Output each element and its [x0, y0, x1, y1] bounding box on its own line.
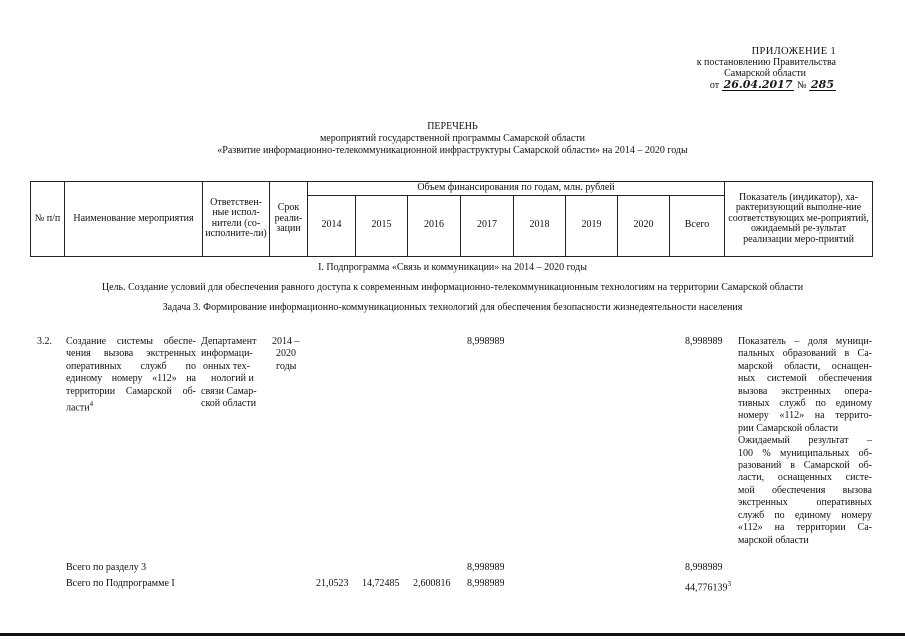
indicator-line: марской области, оснащен- [738, 360, 872, 372]
row-name-line [66, 398, 196, 415]
col-indicator-header: Показатель (индикатор), ха-рактеризующий выполне-ние соответствующих ме-роприятий, ожидаемый ре-зультат реализации меро-приятий [725, 182, 873, 257]
row-name [66, 336, 196, 415]
footnote-mark: 4 [89, 400, 94, 409]
handwritten-number: 285 [811, 78, 834, 91]
task-heading: Задача 3. Формирование информационно-коммуникационных технологий для обеспечения безопасности жизнедеятельности населения [162, 302, 743, 313]
indicator-line: марской области [738, 534, 809, 546]
indicator-line: вызова экстренных опера- [738, 385, 872, 397]
indicator-line: пальных образований в Са- [738, 348, 872, 360]
appendix-line-1: к постановлению Правительства [696, 57, 836, 68]
term-line: 2020 [276, 348, 296, 360]
appendix-title: ПРИЛОЖЕНИЕ 1 [751, 46, 836, 57]
indicator-line: мой обеспечения вызова [738, 484, 872, 496]
indicator-line: служб по единому номеру [738, 509, 872, 521]
goal-heading: Цель. Создание условий для обеспечения равного доступа к современным информационно-телекоммуникационным технологиям на территории Самарской области [101, 282, 804, 293]
year-2020-header: 2020 [618, 195, 670, 256]
bottom-edge [0, 633, 905, 636]
row-name-last: ласти [66, 402, 90, 414]
year-2015-header: 2015 [356, 195, 408, 256]
subprogram-total-2017: 8,998989 [467, 578, 505, 589]
subprogram-total-2015: 14,72485 [362, 578, 400, 589]
subprogram-total-2016: 2,600816 [413, 578, 451, 589]
col-num-header: № п/п [31, 182, 65, 257]
number-label: № [796, 80, 807, 91]
row-name-line: единому номеру «112» на [66, 373, 196, 385]
from-label: от [709, 80, 720, 91]
doc-subtitle-1: мероприятий государственной программы Самарской области [319, 133, 586, 144]
indicator-line: Ожидаемый результат – [738, 435, 872, 447]
footnote-mark: 3 [727, 580, 731, 588]
col-name-header: Наименование мероприятия [65, 182, 203, 257]
term-line: 2014 – [272, 336, 300, 347]
handwritten-date: 26.04.2017 [723, 78, 793, 91]
indicator-line: тивных служб по единому [738, 398, 872, 410]
resp-line: информаци- [201, 348, 253, 360]
indicator-line: рии Самарской области [738, 422, 839, 434]
appendix-block [640, 46, 836, 91]
resp-line: ской области [201, 398, 257, 410]
indicator-line: номеру «112» на террито- [738, 410, 872, 422]
term-line: годы [276, 360, 297, 372]
row-name-line: Создание системы обеспе- [66, 336, 196, 347]
resp-line: онных тех- [203, 360, 250, 372]
year-2014-header: 2014 [308, 195, 356, 256]
col-funding-header: Объем финансирования по годам, млн. рублей [308, 182, 725, 196]
doc-title: ПЕРЕЧЕНЬ [427, 121, 478, 132]
col-resp-header: Ответствен-ные испол-нители (со-исполните-ли) [203, 182, 270, 257]
indicator-line: экстренных оперативных [738, 497, 872, 509]
col-term-header: Срок реали-зации [270, 182, 308, 257]
indicator-line: 100 % муниципальных об- [738, 447, 872, 459]
year-2016-header: 2016 [408, 195, 461, 256]
row-name-line: территории Самарской об- [66, 385, 196, 397]
appendix-date-line [640, 80, 836, 91]
header-table [30, 181, 873, 257]
indicator-line: разований в Самарской об- [738, 460, 872, 472]
section-total-2017: 8,998989 [467, 562, 505, 573]
subprogram-total-sum-value: 44,776139 [685, 582, 728, 594]
row-value-2017: 8,998989 [467, 336, 505, 347]
indicator-line: ласти, оснащенных систе- [738, 472, 872, 484]
row-name-line: оперативных служб по [66, 360, 196, 372]
indicator-line: ных системой обеспечения [738, 373, 872, 385]
row-responsible [201, 336, 267, 410]
row-value-total: 8,998989 [685, 336, 723, 347]
row-term [272, 336, 310, 373]
row-number: 3.2. [37, 336, 52, 347]
row-indicator [738, 336, 872, 547]
resp-line: нологий и [211, 373, 254, 385]
indicator-line: «112» на территории Са- [738, 522, 872, 534]
doc-subtitle-2: «Развитие информационно-телекоммуникационной инфраструктуры Самарской области» на 2014 – 2020 годы [217, 145, 688, 156]
total-header: Всего [670, 195, 725, 256]
indicator-line: Показатель – доля муници- [738, 336, 872, 347]
section-total-sum: 8,998989 [685, 562, 723, 573]
subprogram-total-2014: 21,0523 [316, 578, 349, 589]
resp-line: связи Самар- [201, 385, 257, 397]
row-name-line: чения вызова экстренных [66, 348, 196, 360]
appendix-line-2: Самарской области [724, 68, 806, 79]
year-2018-header: 2018 [514, 195, 566, 256]
subprogram-total-label: Всего по Подпрограмме I [66, 578, 175, 589]
year-2017-header: 2017 [461, 195, 514, 256]
subprogram-total-sum [685, 578, 731, 595]
year-2019-header: 2019 [566, 195, 618, 256]
section-total-label: Всего по разделу 3 [66, 562, 147, 573]
resp-line: Департамент [201, 336, 257, 347]
subprogram-heading: I. Подпрограмма «Связь и коммуникации» на 2014 – 2020 годы [318, 262, 587, 273]
